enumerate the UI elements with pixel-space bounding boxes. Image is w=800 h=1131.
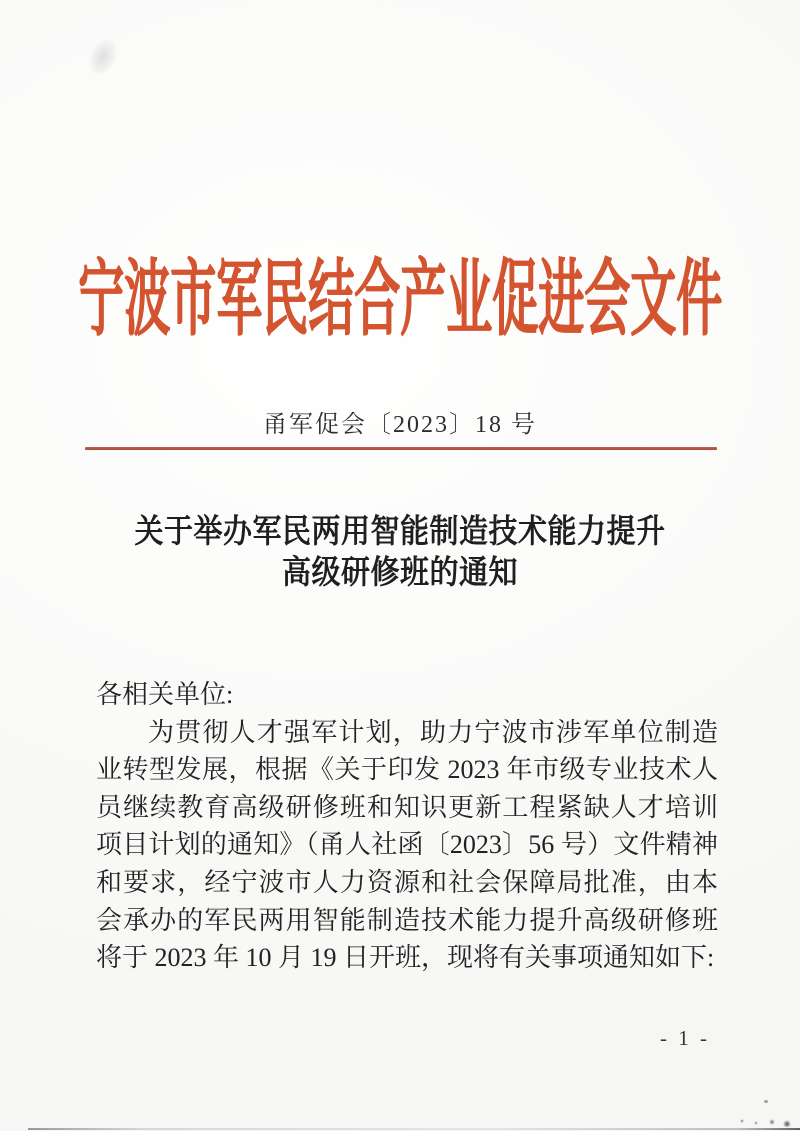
scan-speckles bbox=[732, 1113, 792, 1127]
page-number: - 1 - bbox=[660, 1026, 710, 1050]
red-divider-rule bbox=[85, 447, 717, 450]
document-number: 甬军促会〔2023〕18 号 bbox=[263, 412, 537, 438]
salutation: 各相关单位: bbox=[96, 680, 234, 709]
document-body bbox=[96, 676, 718, 977]
document-title bbox=[0, 512, 800, 594]
scan-speck bbox=[764, 1100, 768, 1103]
letterhead-banner bbox=[0, 243, 800, 346]
letterhead-title: 宁波市军民结合产业促进会文件 bbox=[78, 252, 722, 346]
document-title-line2: 高级研修班的通知 bbox=[281, 555, 518, 591]
document-title-line1: 关于举办军民两用智能制造技术能力提升 bbox=[134, 514, 666, 550]
scan-edge-line bbox=[28, 1128, 800, 1130]
scan-smudge bbox=[83, 34, 123, 79]
body-paragraph: 为贯彻人才强军计划，助力宁波市涉军单位制造业转型发展，根据《关于印发 2023 年市级专业技术人员继续教育高级研修班和知识更新工程紧缺人才培训项目计划的通知》（甬人社函〔2023〕56 号）文件精神和要求，经宁波市人力资源和社会保障局批准，由本会承办的军民两用智能制造技术能力提升高级研修班将于 2023 年 10 月 19 日开班，现将有关事项通知如下: bbox=[96, 717, 718, 973]
